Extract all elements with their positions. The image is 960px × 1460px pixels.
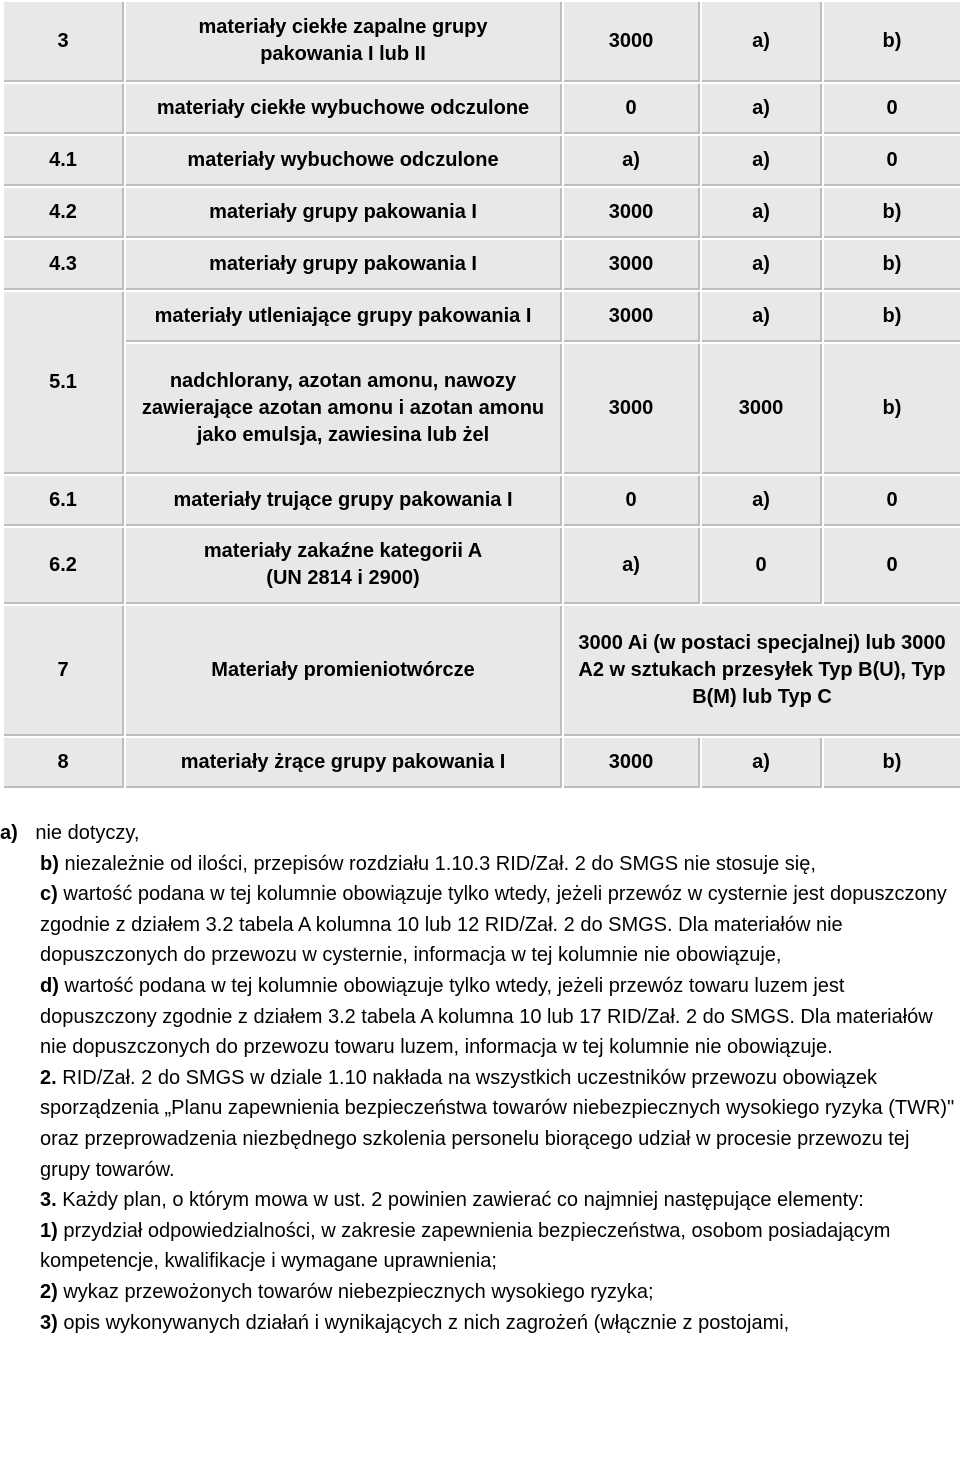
material-name-cell: materiały ciekłe zapalne grupy pakowania I lub II — [126, 2, 562, 82]
table-row — [4, 2, 960, 82]
footnote-text: niezależnie od ilości, przepisów rozdziału 1.10.3 RID/Zał. 2 do SMGS nie stosuje się, — [58, 852, 816, 875]
list-item-3 — [40, 1308, 958, 1339]
value-cell: 3000 — [564, 292, 700, 342]
value-cell: 3000 — [564, 188, 700, 238]
class-cell: 4.2 — [4, 188, 124, 238]
list-item-2 — [40, 1277, 958, 1308]
material-name-cell: materiały grupy pakowania I — [126, 188, 562, 238]
value-cell: 3000 — [564, 2, 700, 82]
value-cell: a) — [702, 188, 822, 238]
value-cell: 0 — [564, 476, 700, 526]
value-cell: a) — [702, 136, 822, 186]
material-name-cell: materiały grupy pakowania I — [126, 240, 562, 290]
footnote-label: d) — [40, 974, 59, 997]
paragraph-label: 2. — [40, 1066, 57, 1089]
footnote-a — [0, 818, 958, 849]
list-item-1 — [40, 1216, 958, 1277]
class-cell: 8 — [4, 738, 124, 788]
material-name-cell: materiały żrące grupy pakowania I — [126, 738, 562, 788]
merged-value-cell: 3000 Ai (w postaci specjalnej) lub 3000 A2 w sztukach przesyłek Typ B(U), Typ B(M) lub Typ C — [564, 606, 960, 736]
table-row — [4, 292, 960, 342]
material-name-cell: materiały wybuchowe odczulone — [126, 136, 562, 186]
class-cell: 5.1 — [4, 292, 124, 474]
list-text: przydział odpowiedzialności, w zakresie zapewnienia bezpieczeństwa, osobom posiadającym kompetencje, kwalifikacje i wymagane uprawnienia; — [40, 1219, 891, 1273]
material-name-cell: materiały trujące grupy pakowania I — [126, 476, 562, 526]
value-cell: a) — [702, 292, 822, 342]
value-cell: a) — [564, 528, 700, 604]
material-name-cell: Materiały promieniotwórcze — [126, 606, 562, 736]
table-row — [4, 606, 960, 736]
list-label: 1) — [40, 1219, 58, 1242]
paragraph-text: RID/Zał. 2 do SMGS w dziale 1.10 nakłada na wszystkich uczestników przewozu obowiązek sporządzenia „Planu zapewnienia bezpieczeństwa towarów niebezpiecznych wysokiego ryzyka (TWR)" oraz przeprowadzenia niezbędnego szkolenia personelu biorącego udział w procesie przewozu tej grupy towarów. — [40, 1066, 955, 1181]
value-cell: a) — [702, 476, 822, 526]
value-cell: b) — [824, 344, 960, 474]
paragraph-2 — [40, 1063, 958, 1185]
footnote-b — [40, 849, 958, 880]
list-text: opis wykonywanych działań i wynikających z nich zagrożeń (włącznie z postojami, — [57, 1311, 790, 1334]
footnote-label: c) — [40, 883, 58, 906]
table-row — [4, 240, 960, 290]
paragraph-text: Każdy plan, o którym mowa w ust. 2 powinien zawierać co najmniej następujące elementy: — [56, 1189, 864, 1212]
class-cell: 6.1 — [4, 476, 124, 526]
value-cell: a) — [702, 2, 822, 82]
value-cell: a) — [564, 136, 700, 186]
value-cell: 3000 — [702, 344, 822, 474]
value-cell: 3000 — [564, 738, 700, 788]
material-name-cell: materiały utleniające grupy pakowania I — [126, 292, 562, 342]
footnote-text: nie dotyczy, — [29, 822, 140, 844]
footnote-label: b) — [40, 852, 59, 875]
value-cell: 0 — [824, 136, 960, 186]
footnote-label: a) — [0, 822, 18, 844]
value-cell: b) — [824, 188, 960, 238]
list-text: wykaz przewożonych towarów niebezpiecznych wysokiego ryzyka; — [57, 1280, 654, 1303]
footnote-c — [40, 879, 958, 971]
value-cell: 0 — [702, 528, 822, 604]
value-cell: 0 — [824, 476, 960, 526]
value-cell: b) — [824, 2, 960, 82]
value-cell: a) — [702, 84, 822, 134]
list-label: 2) — [40, 1280, 58, 1303]
footnote-d — [40, 971, 958, 1063]
value-cell: b) — [824, 738, 960, 788]
value-cell: a) — [702, 738, 822, 788]
value-cell: b) — [824, 240, 960, 290]
class-cell — [4, 84, 124, 134]
list-label: 3) — [40, 1311, 58, 1334]
table-row — [4, 344, 960, 474]
table-row — [4, 528, 960, 604]
class-cell: 4.3 — [4, 240, 124, 290]
value-cell: a) — [702, 240, 822, 290]
value-cell: 0 — [824, 84, 960, 134]
value-cell: 3000 — [564, 344, 700, 474]
footnote-text: wartość podana w tej kolumnie obowiązuje tylko wtedy, jeżeli przewóz w cysternie jest dopuszczony zgodnie z działem 3.2 tabela A kolumna 10 lub 12 RID/Zał. 2 do SMGS. Dla materiałów nie dopuszczonych do przewozu w cysternie, informacja w tej kolumnie nie obowiązuje, — [40, 883, 947, 967]
material-name-cell: nadchlorany, azotan amonu, nawozy zawierające azotan amonu i azotan amonu jako emulsja, zawiesina lub żel — [126, 344, 562, 474]
value-cell: b) — [824, 292, 960, 342]
class-cell: 4.1 — [4, 136, 124, 186]
class-cell: 7 — [4, 606, 124, 736]
footnote-text: wartość podana w tej kolumnie obowiązuje tylko wtedy, jeżeli przewóz towaru luzem jest dopuszczony zgodnie z działem 3.2 tabela A kolumna 10 lub 17 RID/Zał. 2 do SMGS. Dla materiałów nie dopuszczonych do przewozu towaru luzem, informacja w tej kolumnie nie obowiązuje. — [40, 974, 933, 1059]
paragraph-label: 3. — [40, 1189, 57, 1212]
table-row — [4, 188, 960, 238]
value-cell: 0 — [564, 84, 700, 134]
paragraph-3 — [40, 1185, 958, 1216]
dangerous-goods-table — [2, 0, 960, 790]
footnotes-section — [0, 818, 958, 1338]
table-row — [4, 738, 960, 788]
table-row — [4, 476, 960, 526]
value-cell: 3000 — [564, 240, 700, 290]
material-name-cell: materiały zakaźne kategorii A (UN 2814 i 2900) — [126, 528, 562, 604]
class-cell: 3 — [4, 2, 124, 82]
material-name-cell: materiały ciekłe wybuchowe odczulone — [126, 84, 562, 134]
table-row — [4, 136, 960, 186]
table-row — [4, 84, 960, 134]
value-cell: 0 — [824, 528, 960, 604]
class-cell: 6.2 — [4, 528, 124, 604]
